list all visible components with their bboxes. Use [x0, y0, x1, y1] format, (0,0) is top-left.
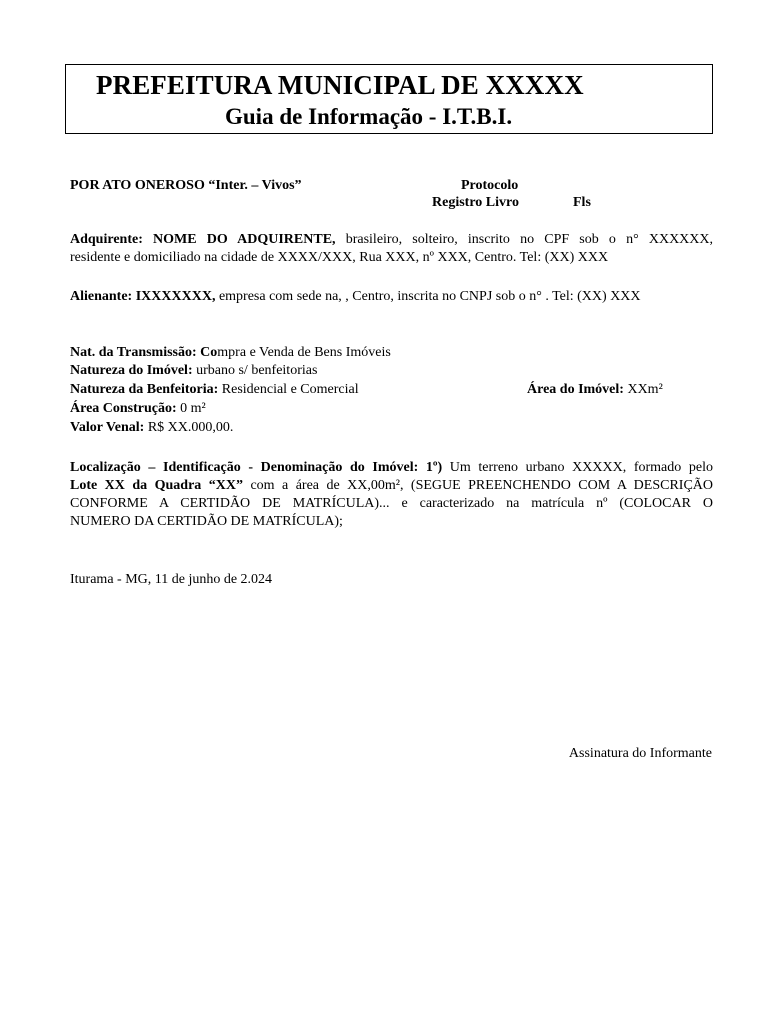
nat-transmissao-label: Nat. da Transmissão:	[70, 345, 197, 360]
localizacao-paragraph	[70, 459, 713, 531]
lote-quadra: Lote XX da Quadra “XX”	[70, 478, 243, 493]
alienante-line	[70, 288, 641, 306]
valor-venal-value: R$ XX.000,00.	[147, 420, 234, 435]
localizacao-line-2	[70, 477, 713, 495]
natureza-imovel-label: Natureza do Imóvel:	[70, 363, 193, 378]
localizacao-line-3: CONFORME A CERTIDÃO DE MATRÍCULA)... e caracterizado na matrícula nº (COLOCAR O	[70, 496, 713, 511]
nat-transmissao-line	[70, 344, 391, 362]
alienante-rest: empresa com sede na, , Centro, inscrita no CNPJ sob o n° . Tel: (XX) XXX	[218, 289, 641, 304]
transmission-type: POR ATO ONEROSO “Inter. – Vivos”	[70, 178, 302, 193]
valor-venal-line	[70, 419, 233, 437]
adquirente-paragraph	[70, 231, 713, 267]
adquirente-label: Adquirente:	[70, 232, 143, 247]
adquirente-line1-rest: brasileiro, solteiro, inscrito no CPF sob o n° XXXXXX,	[345, 232, 714, 247]
alienante-label: Alienante:	[70, 289, 133, 304]
registro-livro-label: Registro Livro	[432, 195, 519, 210]
localizacao-line2-rest: com a área de XX,00m², (SEGUE PREENCHENDO COM A DESCRIÇÃO	[250, 478, 714, 493]
nat-transmissao-value: mpra e Venda de Bens Imóveis	[217, 345, 391, 360]
area-imovel-label: Área do Imóvel:	[527, 382, 624, 397]
signature-label: Assinatura do Informante	[568, 746, 712, 761]
natureza-benfeitoria-label: Natureza da Benfeitoria:	[70, 382, 219, 397]
localizacao-line1-rest: Um terreno urbano XXXXX, formado pelo	[449, 460, 713, 475]
nat-transmissao-bold: Co	[200, 345, 218, 360]
fls-label: Fls	[573, 195, 591, 210]
adquirente-name: NOME DO ADQUIRENTE,	[153, 232, 336, 247]
area-construcao-line	[70, 400, 206, 418]
natureza-benfeitoria-line	[70, 381, 359, 399]
adquirente-line-1	[70, 231, 713, 249]
alienante-name: IXXXXXXX,	[135, 289, 216, 304]
natureza-imovel-line	[70, 362, 317, 380]
localizacao-line-4: NUMERO DA CERTIDÃO DE MATRÍCULA);	[70, 514, 343, 529]
localizacao-label: Localização – Identificação - Denominação do Imóvel: 1º)	[70, 460, 443, 475]
protocolo-label: Protocolo	[461, 178, 519, 193]
valor-venal-label: Valor Venal:	[70, 420, 145, 435]
area-imovel-line	[527, 381, 663, 399]
area-construcao-label: Área Construção:	[70, 401, 177, 416]
document-subtitle: Guia de Informação - I.T.B.I.	[225, 104, 513, 129]
localizacao-line-1	[70, 459, 713, 477]
header-box	[65, 64, 713, 134]
document-title: PREFEITURA MUNICIPAL DE XXXXX	[96, 70, 584, 100]
adquirente-line-2: residente e domiciliado na cidade de XXXX/XXX, Rua XXX, nº XXX, Centro. Tel: (XX) XXX	[70, 250, 609, 265]
place-date: Iturama - MG, 11 de junho de 2.024	[70, 572, 273, 587]
natureza-imovel-value: urbano s/ benfeitorias	[196, 363, 318, 378]
area-construcao-value: 0 m²	[180, 401, 206, 416]
area-imovel-value: XXm²	[627, 382, 663, 397]
natureza-benfeitoria-value: Residencial e Comercial	[221, 382, 359, 397]
